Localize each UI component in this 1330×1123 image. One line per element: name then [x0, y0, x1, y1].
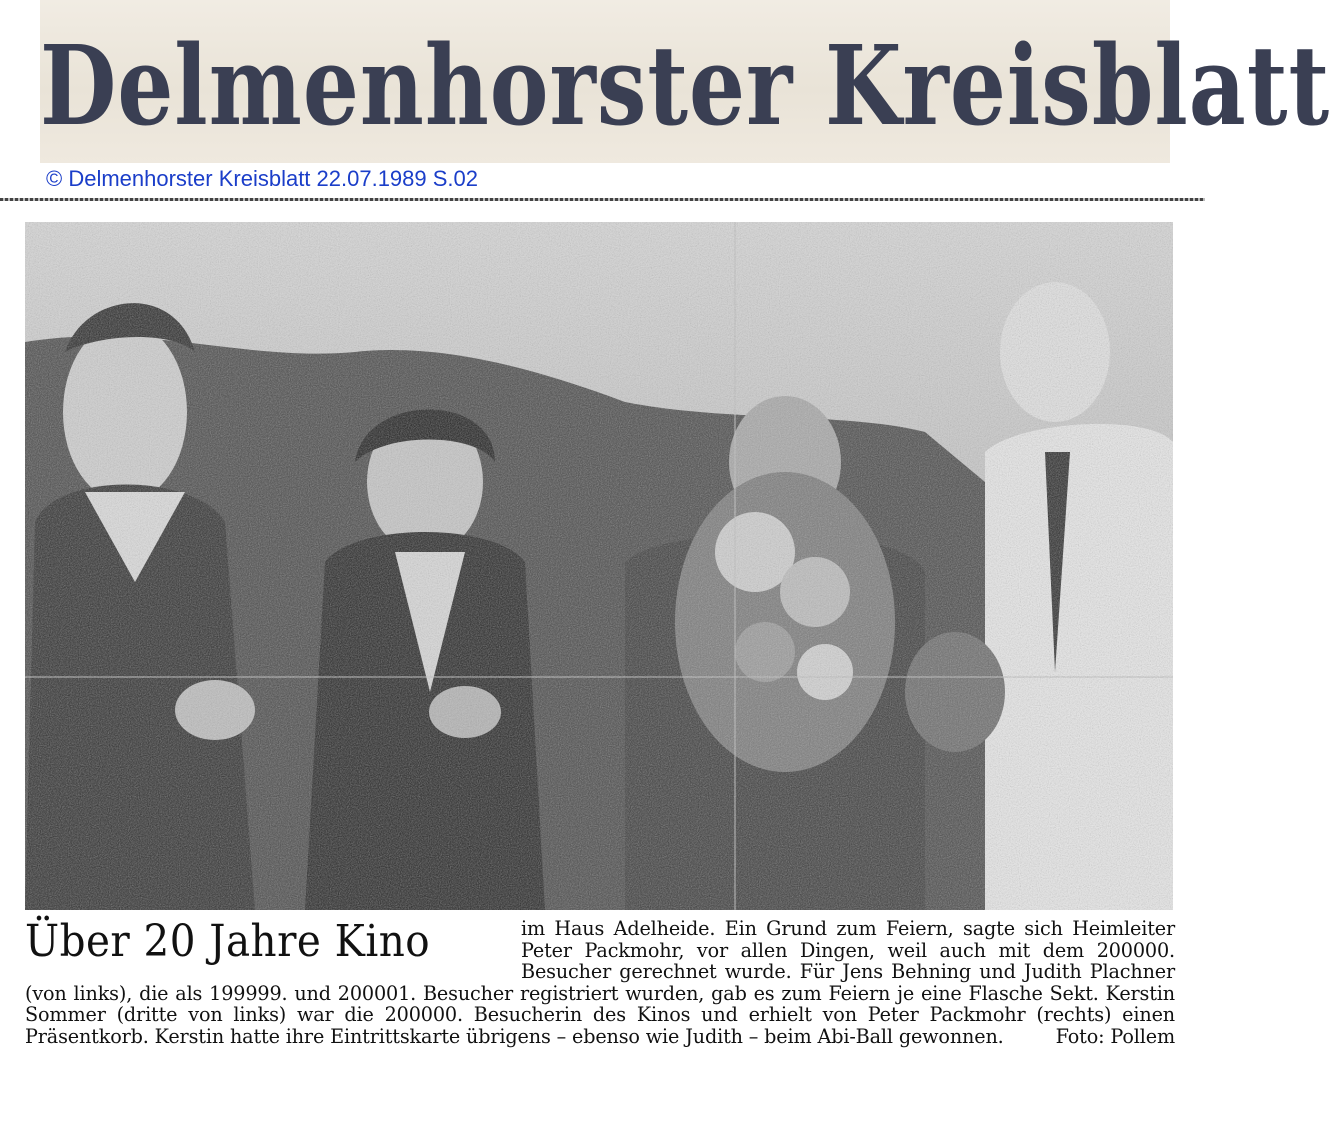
copyright-notice: © Delmenhorster Kreisblatt 22.07.1989 S.02: [46, 166, 479, 191]
divider-rule: [0, 198, 1205, 201]
photo-credit: Foto: Pollem: [1055, 1024, 1175, 1048]
masthead: [40, 0, 1330, 163]
newspaper-title: Delmenhorster Kreisblatt: [40, 20, 1330, 150]
news-photo: [25, 222, 1173, 910]
caption-text: im Haus Adelheide. Ein Grund zum Feiern, sagte sich Heimleiter Peter Packmohr, vor allen Dingen, weil auch mit dem 200000. Besucher gerechnet wurde. Für Jens Behning und Judith Plachner (von links), die als 199999. und 200001. Besucher registriert wurden, gab es zum Feiern je eine Flasche Sekt. Kerstin Sommer (dritte von links) war die 200000. Besucherin des Kinos und erhielt von Peter Packmohr (rechts) einen Präsentkorb. Kerstin hatte ihre Eintrittskarte übrigens – ebenso wie Judith – beim Abi-Ball gewonnen.: [25, 917, 1175, 1048]
caption-headline: Über 20 Jahre Kino: [25, 916, 431, 967]
photo-caption: [25, 918, 1175, 1098]
